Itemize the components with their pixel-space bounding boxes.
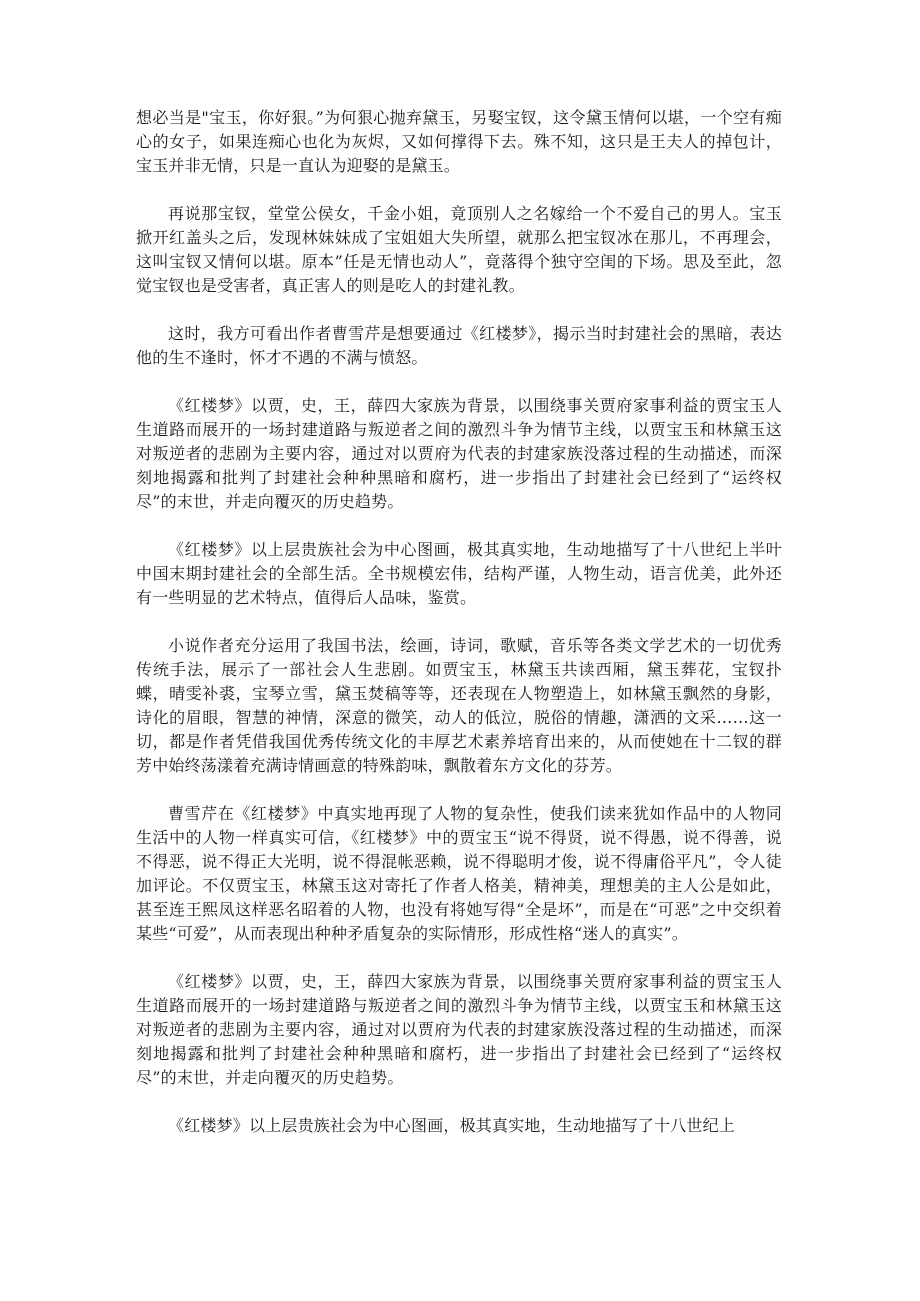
paragraph-3: 这时，我方可看出作者曹雪芹是想要通过《红楼梦》，揭示当时封建社会的黑暗，表达他的生不逢时，怀才不遇的不满与愤怒。 (136, 324, 782, 367)
paragraph-9: 《红楼梦》以上层贵族社会为中心图画，极其真实地，生动地描写了十八世纪上 (168, 1116, 736, 1135)
paragraph-4: 《红楼梦》以贾，史，王，薛四大家族为背景，以围绕事关贾府家事利益的贾宝玉人生道路而展开的一场封建道路与叛逆者之间的激烈斗争为情节主线，以贾宝玉和林黛玉这对叛逆者的悲剧为主要内容，通过对以贾府为代表的封建家族没落过程的生动描述，而深刻地揭露和批判了封建社会种种黑暗和腐朽，进一步指出了封建社会已经到了“运终权尽”的末世，并走向覆灭的历史趋势。 (136, 396, 782, 511)
paragraph-1: 想必当是"宝玉，你好狠。”为何狠心抛弃黛玉，另娶宝钗，这令黛玉情何以堪，一个空有痴心的女子，如果连痴心也化为灰烬，又如何撑得下去。殊不知，这只是王夫人的掉包计，宝玉并非无情，只是一直认为迎娶的是黛玉。 (136, 108, 782, 175)
paragraph-6: 小说作者充分运用了我国书法，绘画，诗词，歌赋，音乐等各类文学艺术的一切优秀传统手法，展示了一部社会人生悲剧。如贾宝玉，林黛玉共读西厢，黛玉葬花，宝钗扑蝶，晴雯补裘，宝琴立雪，黛玉焚稿等等，还表现在人物塑造上，如林黛玉飘然的身影，诗化的眉眼，智慧的神情，深意的微笑，动人的低泣，脱俗的情趣，潇洒的文采……这一切，都是作者凭借我国优秀传统文化的丰厚艺术素养培育出来的，从而使她在十二钗的群芳中始终荡漾着充满诗情画意的特殊韵味，飘散着东方文化的芬芳。 (136, 636, 782, 775)
paragraph-5: 《红楼梦》以上层贵族社会为中心图画，极其真实地，生动地描写了十八世纪上半叶中国末期封建社会的全部生活。全书规模宏伟，结构严谨，人物生动，语言优美，此外还有一些明显的艺术特点，值得后人品味，鉴赏。 (136, 540, 782, 607)
paragraph-8: 《红楼梦》以贾，史，王，薛四大家族为背景，以围绕事关贾府家事利益的贾宝玉人生道路而展开的一场封建道路与叛逆者之间的激烈斗争为情节主线，以贾宝玉和林黛玉这对叛逆者的悲剧为主要内容，通过对以贾府为代表的封建家族没落过程的生动描述，而深刻地揭露和批判了封建社会种种黑暗和腐朽，进一步指出了封建社会已经到了“运终权尽”的末世，并走向覆灭的历史趋势。 (136, 972, 782, 1087)
paragraph-7: 曹雪芹在《红楼梦》中真实地再现了人物的复杂性，使我们读来犹如作品中的人物同生活中的人物一样真实可信，《红楼梦》中的贾宝玉“说不得贤，说不得愚，说不得善，说不得恶，说不得正大光明，说不得混帐恶赖，说不得聪明才俊，说不得庸俗平凡”，令人徒加评论。不仅贾宝玉，林黛玉这对寄托了作者人格美，精神美，理想美的主人公是如此，甚至连王熙凤这样恶名昭着的人物，也没有将她写得“全是坏”，而是在“可恶”之中交织着某些“可爱”，从而表现出种种矛盾复杂的实际情形，形成性格“迷人的真实”。 (136, 804, 782, 943)
paragraph-2: 再说那宝钗，堂堂公侯女，千金小姐，竟顶别人之名嫁给一个不爱自己的男人。宝玉掀开红盖头之后，发现林妹妹成了宝姐姐大失所望，就那么把宝钗冰在那儿，不再理会，这叫宝钗又情何以堪。原本”任是无情也动人”，竟落得个独守空闺的下场。思及至此，忽觉宝钗也是受害者，真正害人的则是吃人的封建礼教。 (136, 204, 782, 295)
document-page (136, 106, 782, 1162)
